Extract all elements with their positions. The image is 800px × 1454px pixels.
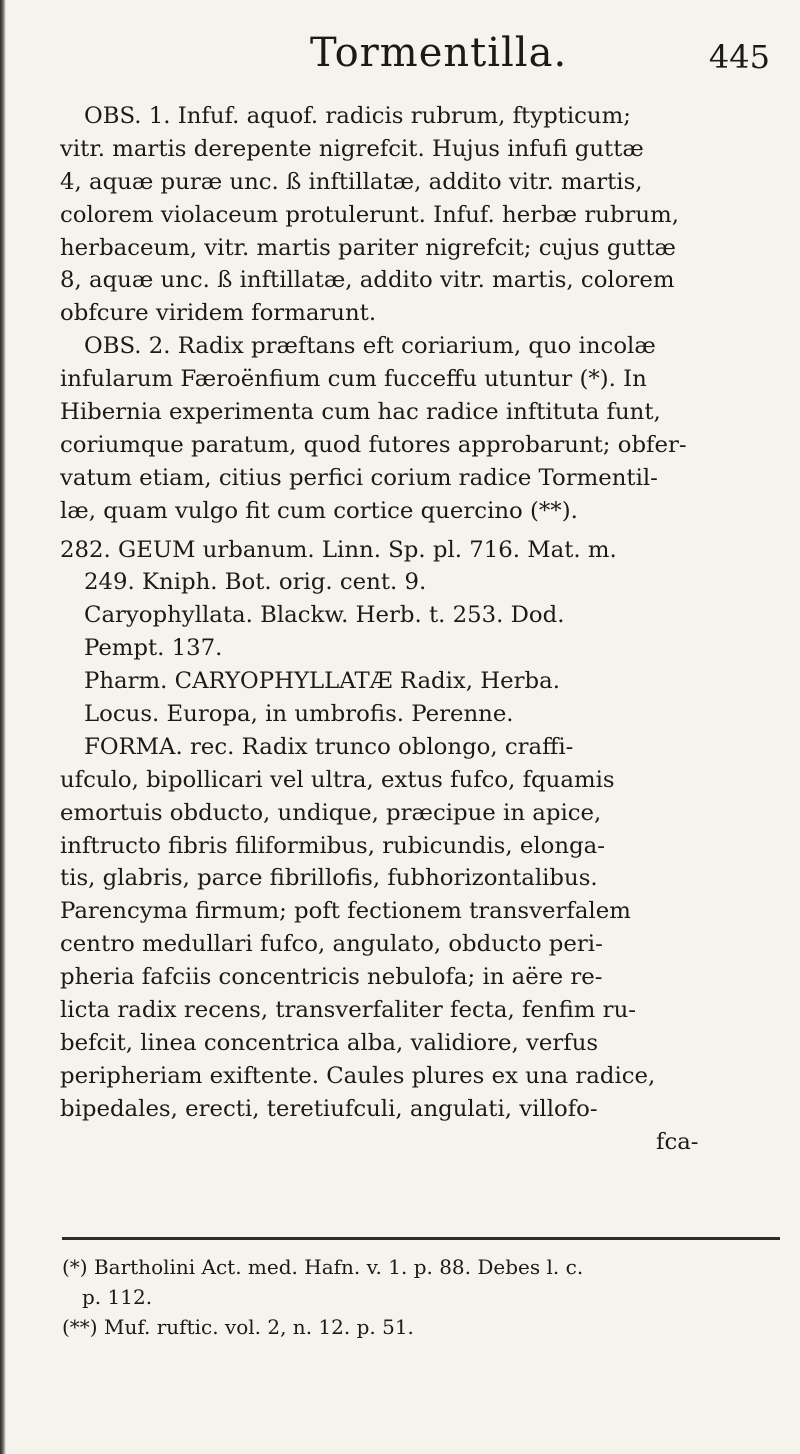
main-text	[60, 100, 785, 1159]
text-line: Locus. Europa, in umbrofis. Perenne.	[84, 701, 514, 728]
text-line: 8, aquæ unc. ß inftillatæ, addito vitr. martis, colorem	[60, 267, 675, 294]
text-line: vitr. martis derepente nigrefcit. Hujus infufi guttæ	[60, 135, 644, 162]
text-line: Pempt. 137.	[84, 635, 223, 662]
text-line: obfcure viridem formarunt.	[60, 300, 377, 327]
text-line: Caryophyllata. Blackw. Herb. t. 253. Dod.	[84, 602, 565, 629]
text-line: FORMA. rec. Radix trunco oblongo, craffi-	[84, 733, 574, 760]
text-line: licta radix recens, transverfaliter fecta, fenfim ru-	[60, 997, 636, 1024]
entry-heading: 282. GEUM urbanum. Linn. Sp. pl. 716. Mat. m.	[60, 536, 617, 563]
footnote-rule	[62, 1237, 780, 1240]
footnote: (*) Bartholini Act. med. Hafn. v. 1. p. 88. Debes l. c.	[62, 1255, 584, 1279]
running-header	[300, 30, 770, 80]
page-number: 445	[708, 38, 770, 76]
text-line: læ, quam vulgo fit cum cortice quercino (**).	[60, 497, 578, 524]
text-line: Parencyma firmum; poft fectionem transverfalem	[60, 898, 631, 925]
page-binding-edge	[0, 0, 6, 1454]
footnote-continuation: p. 112.	[82, 1285, 153, 1309]
text-line: 4, aquæ puræ unc. ß inftillatæ, addito vitr. martis,	[60, 168, 643, 195]
text-line: peripheriam exiftente. Caules plures ex una radice,	[60, 1062, 656, 1089]
text-line: inftructo fibris filiformibus, rubicundis, elonga-	[60, 832, 605, 859]
catchword: fca-	[656, 1128, 699, 1155]
running-title: Tormentilla.	[310, 30, 568, 76]
text-line: infularum Færoënfium cum fucceffu utuntur (*). In	[60, 366, 647, 393]
text-line: herbaceum, vitr. martis pariter nigrefcit; cujus guttæ	[60, 234, 676, 261]
text-line: tis, glabris, parce fibrillofis, fubhorizontalibus.	[60, 865, 598, 892]
text-line: pheria fafciis concentricis nebulofa; in aëre re-	[60, 964, 603, 991]
text-line: Hibernia experimenta cum hac radice inftituta funt,	[60, 399, 661, 426]
text-line: Pharm. CARYOPHYLLATÆ Radix, Herba.	[84, 668, 560, 695]
text-line: vatum etiam, citius perfici corium radice Tormentil-	[60, 464, 658, 491]
text-line: centro medullari fufco, angulato, obducto peri-	[60, 931, 603, 958]
text-line: colorem violaceum protulerunt. Infuf. herbæ rubrum,	[60, 201, 679, 228]
footnote: (**) Muf. ruftic. vol. 2, n. 12. p. 51.	[62, 1315, 414, 1339]
text-line: bipedales, erecti, teretiufculi, angulati, villofo-	[60, 1095, 598, 1122]
footnotes	[62, 1252, 782, 1342]
text-line: befcit, linea concentrica alba, validiore, verfus	[60, 1029, 599, 1056]
text-line: OBS. 2. Radix præftans eft coriarium, quo incolæ	[84, 333, 656, 360]
text-line: ufculo, bipollicari vel ultra, extus fufco, fquamis	[60, 766, 615, 793]
text-line: emortuis obducto, undique, præcipue in apice,	[60, 799, 602, 826]
text-line: 249. Kniph. Bot. orig. cent. 9.	[84, 569, 427, 596]
text-line: OBS. 1. Infuf. aquof. radicis rubrum, ftypticum;	[84, 103, 631, 129]
text-line: coriumque paratum, quod futores approbarunt; obfer-	[60, 431, 687, 458]
